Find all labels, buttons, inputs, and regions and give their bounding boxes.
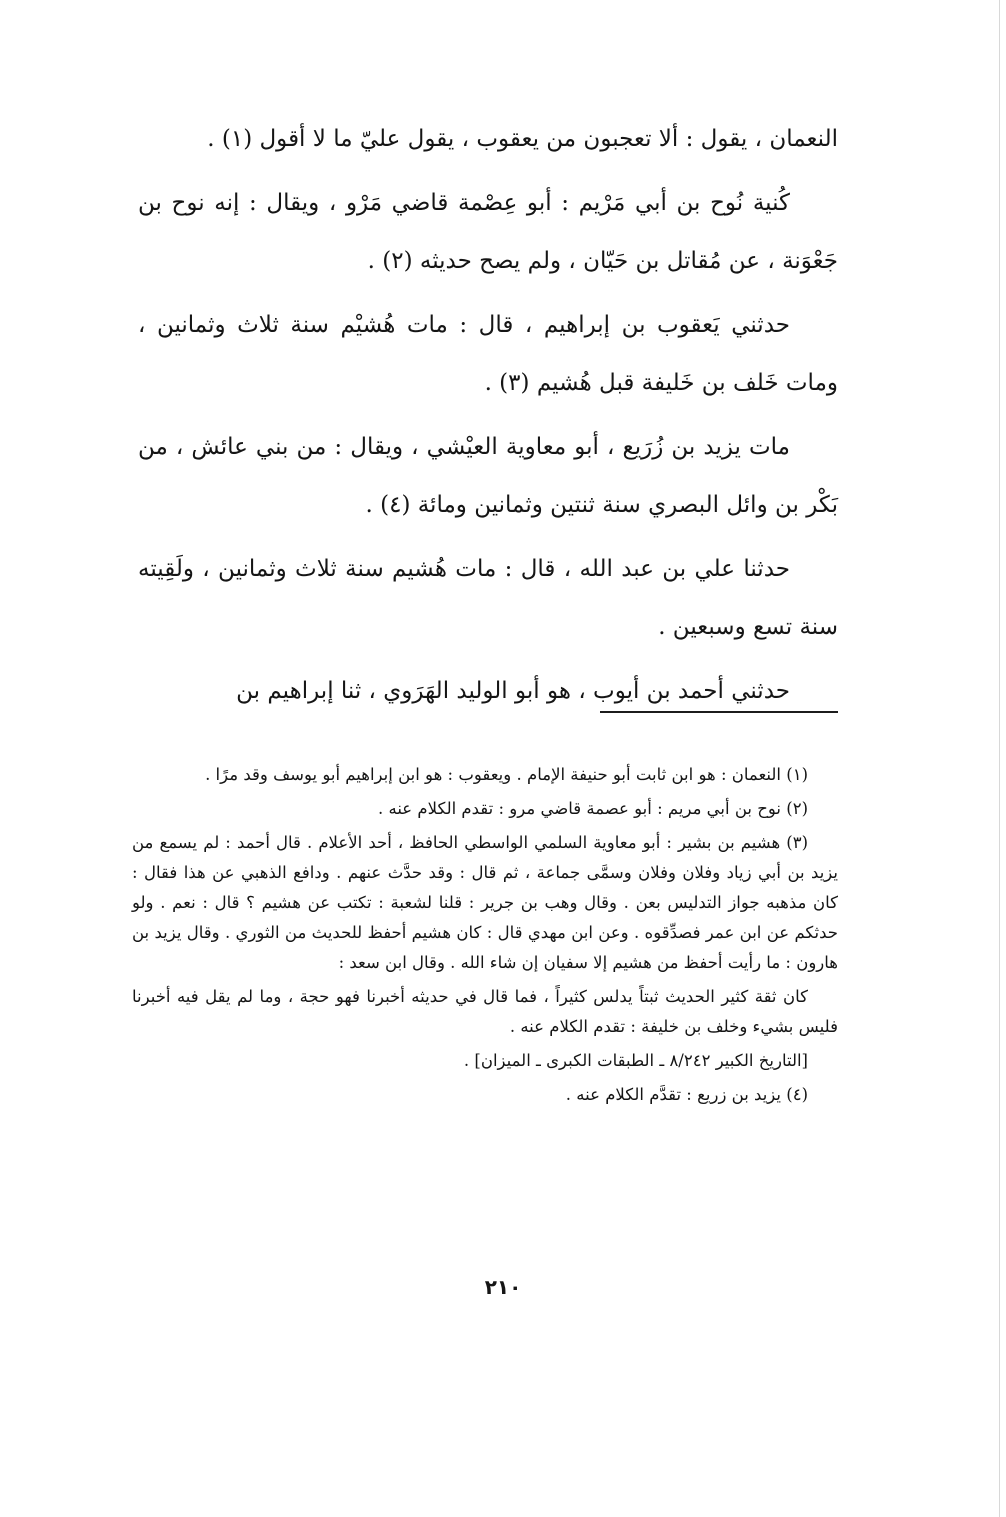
page-number: ٢١٠: [484, 1275, 522, 1299]
paragraph-6: حدثني أحمد بن أيوب ، هو أبو الوليد الهَرَوي ، ثنا إبراهيم بن: [236, 678, 790, 704]
footnote-1: (١) النعمان : هو ابن ثابت أبو حنيفة الإمام . ويعقوب : هو ابن إبراهيم أبو يوسف وقد مرًا .: [205, 765, 808, 784]
paragraph-4: مات يزيد بن زُرَيع ، أبو معاوية العيْشي ، ويقال : من بني عائش ، من بَكْر بن وائل البصري سنة ثنتين وثمانين ومائة (٤) .: [138, 434, 838, 518]
footnote-separator: [600, 711, 838, 713]
footnote-3: (٣) هشيم بن بشير : أبو معاوية السلمي الواسطي الحافظ ، أحد الأعلام . قال أحمد : لم يسمع من يزيد بن أبي زياد وفلان وفلان وسمَّى جماعة ، ثم قال : وقد حدَّث عنهم . ودافع الذهبي عن هذا فقال : كان مذهبه جواز التدليس بعن . وقال وهب بن جرير : قلنا لشعبة : تكتب عن هشيم ؟ قال : نعم . ولو حدثكم عن ابن عمر فصدِّقوه . وعن ابن مهدي قال : كان هشيم أحفظ للحديث من الثوري . وقال يزيد بن هارون : ما رأيت أحفظ من هشيم إلا سفيان إن شاء الله . وقال ابن سعد :: [132, 833, 838, 972]
paragraph-1: النعمان ، يقول : ألا تعجبون من يعقوب ، يقول عليّ ما لا أقول (١) .: [207, 126, 838, 152]
paragraph-2: كُنية نُوح بن أبي مَرْيم : أبو عِصْمة قاضي مَرْو ، ويقال : إنه نوح بن جَعْوَنة ، عن مُقاتل بن حَيّان ، ولم يصح حديثه (٢) .: [138, 190, 838, 274]
main-text-block: [138, 110, 838, 720]
footnote-4: (٤) يزيد بن زريع : تقدَّم الكلام عنه .: [565, 1085, 808, 1104]
footnote-3-quote: كان ثقة كثير الحديث ثبتاً يدلس كثيراً ، فما قال في حديثه أخبرنا فهو حجة ، وما لم يقل فيه أخبرنا فليس بشيء وخلف بن خليفة : تقدم الكلام عنه .: [132, 987, 838, 1036]
footnote-2: (٢) نوح بن أبي مريم : أبو عصمة قاضي مرو : تقدم الكلام عنه .: [377, 799, 808, 818]
paragraph-5: حدثنا علي بن عبد الله ، قال : مات هُشيم سنة ثلاث وثمانين ، ولَقِيته سنة تسع وسبعين .: [138, 556, 838, 640]
paragraph-3: حدثني يَعقوب بن إبراهيم ، قال : مات هُشيْم سنة ثلاث وثمانين ، ومات خَلف بن خَليفة قبل هُشيم (٣) .: [138, 312, 838, 396]
footnotes-block: [132, 760, 838, 1110]
footnote-3-sources: [التاريخ الكبير ٨/٢٤٢ ـ الطبقات الكبرى ـ الميزان] .: [463, 1051, 808, 1070]
